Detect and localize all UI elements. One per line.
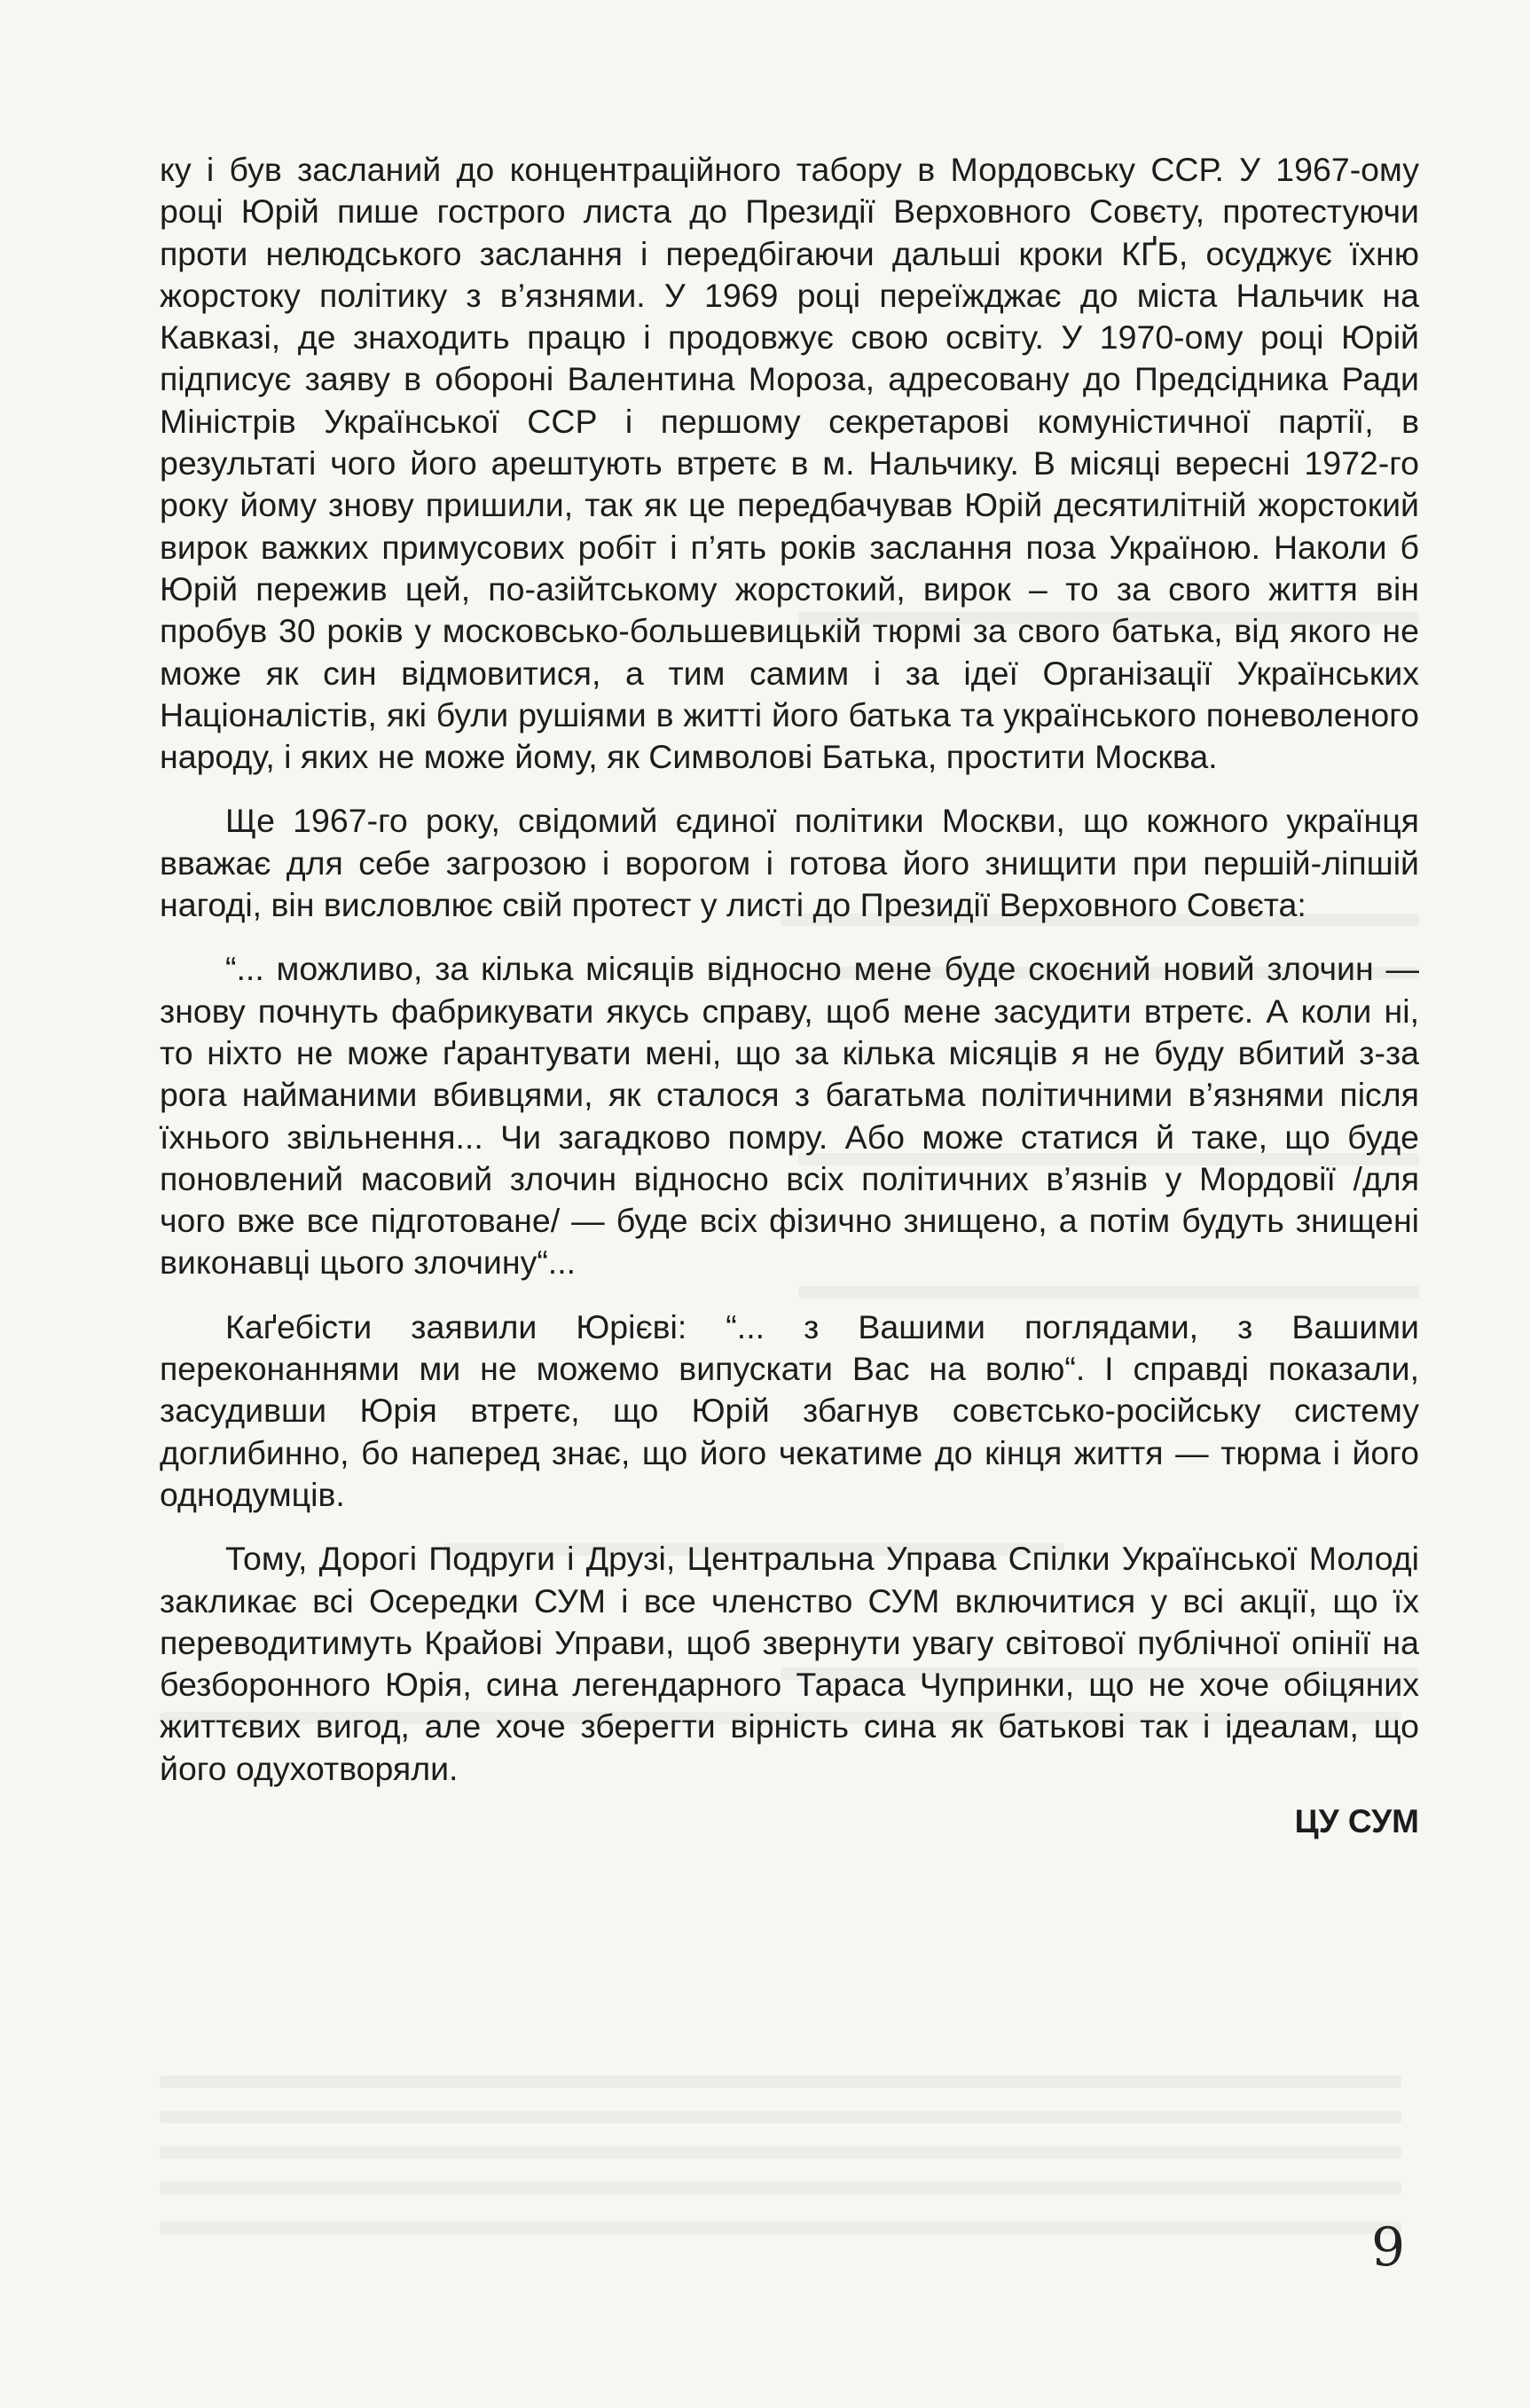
signature: ЦУ СУМ xyxy=(1294,1802,1419,1839)
paragraph-2: Ще 1967-го року, свідомий єдиної політики Москви, що кожного українця вважає для себе загрозою і ворогом і готова його знищити при першій-ліпшій нагоді, він висловлює свій протест у листі до Президії Верховного Совєта: xyxy=(160,802,1419,924)
page-number: 9 xyxy=(1371,2216,1406,2279)
paragraph-1: ку і був засланий до концентраційного табору в Мордовську ССР. У 1967-ому році Юрій пише гострого листа до Президії Верховного Совєту, протестуючи проти нелюдського заслання і передбігаючи дальші кроки КҐБ, осуджує їхню жорстоку політику з в’язнями. У 1969 році переїжджає до міста Нальчик на Кавказі, де знаходить працю і продовжує свою освіту. У 1970-ому році Юрій підписує заяву в обороні Валентина Мороза, адресовану до Предсідника Ради Міністрів Української ССР і першому секретарові комуністичної партії, в результаті чого його арештують втретє в м. Нальчику. В місяці вересні 1972-го року йому знову пришили, так як це передбачував Юрій десятилітній жорстокий вирок важких примусових робіт і п’ять років заслання поза Україною. Наколи б Юрій пережив цей, по-азійтському жорстокий, вирок – то за свого життя він пробув 30 років у московсько-большевицькій тюрмі за свого батька, від якого не може як син відмовитися, а тим самим і за ідеї Організації Українських Націоналістів, які були рушіями в житті його батька та українського поневоленого народу, і яких не може йому, як Символові Батька, простити Москва. xyxy=(160,151,1419,776)
paragraph-5: Тому, Дорогі Подруги і Друзі, Центральна Управа Спілки Української Молоді закликає всі Осередки СУМ і все членство СУМ включитися у всі акції, що їх переводитимуть Крайові Управи, щоб звернути увагу світової публічної опінії на безборонного Юрія, сина легендарного Тараса Чупринки, що не хоче обіцяних життєвих вигод, але хоче зберегти вірність сина як батькові так і ідеалам, що його одухотворяли. xyxy=(160,1540,1419,1787)
paragraph-4: Каґебісти заявили Юрієві: “... з Вашими поглядами, з Вашими переконаннями ми не можемо випускати Вас на волю“. І справді показали, засудивши Юрія втретє, що Юрій збагнув совєтсько-російську систему доглибинно, бо наперед знає, що його чекатиме до кінця життя — тюрма і його однодумців. xyxy=(160,1307,1419,1513)
quote-paragraph: “... можливо, за кілька місяців відносно мене буде скоєний новий злочин — знову почнуть фабрикувати якусь справу, щоб мене засудити втретє. А коли ні, то ніхто не може ґарантувати мені, що за кілька місяців я не буду вбитий з-за рога найманими вбивцями, як сталося з багатьма політичними в’язнями після їхнього звільнення... Чи загадково помру. Або може статися й таке, що буде поновлений масовий злочин відносно всіх політичних в’язнів у Мордовії /для чого вже все підготоване/ — буде всіх фізично знищено, а потім будуть знищені виконавці цього злочину“... xyxy=(160,950,1419,1282)
document-body xyxy=(160,149,1419,1842)
